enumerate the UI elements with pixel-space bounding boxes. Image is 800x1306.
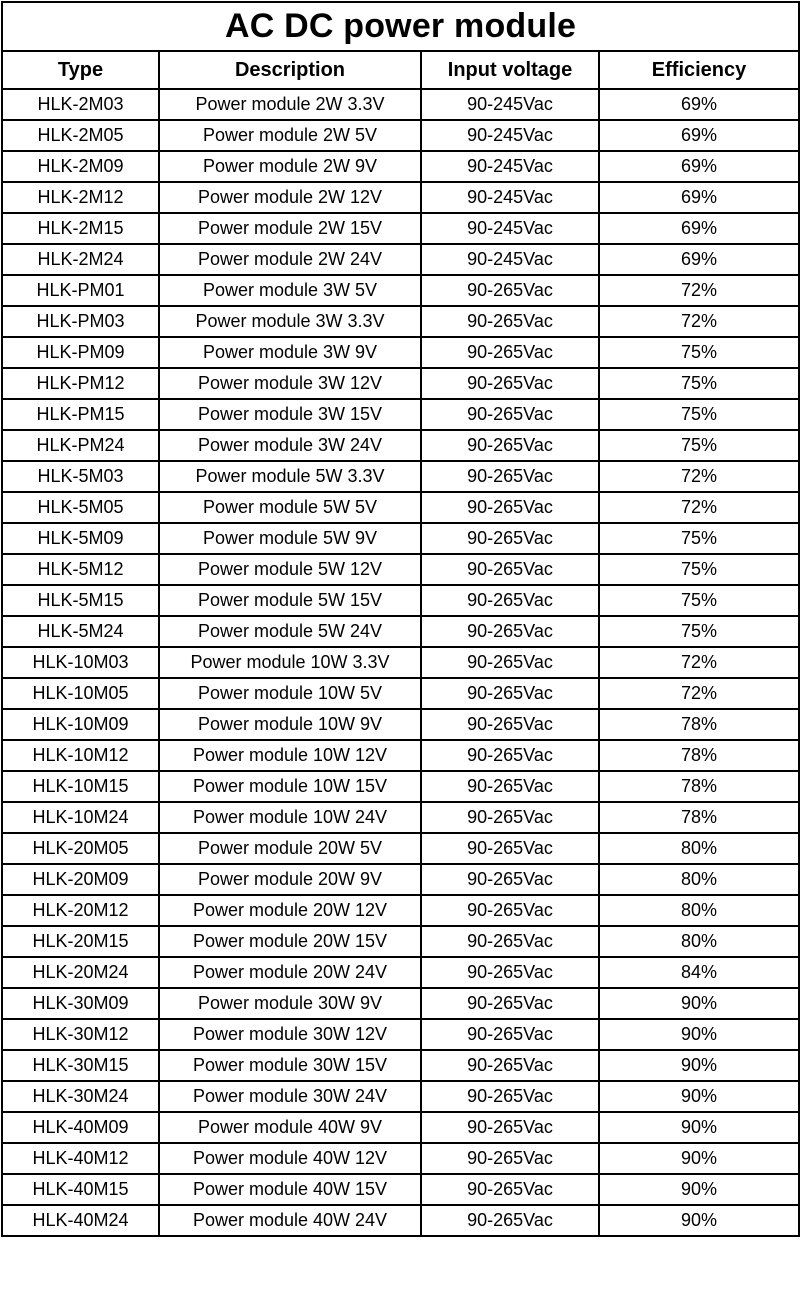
table-row — [2, 709, 799, 740]
cell-input-voltage: 90-265Vac — [421, 678, 599, 709]
cell-input-voltage: 90-245Vac — [421, 244, 599, 275]
cell-input-voltage: 90-265Vac — [421, 430, 599, 461]
cell-description: Power module 10W 12V — [159, 740, 421, 771]
table-row — [2, 306, 799, 337]
cell-efficiency: 90% — [599, 988, 799, 1019]
cell-description: Power module 20W 24V — [159, 957, 421, 988]
cell-description: Power module 40W 9V — [159, 1112, 421, 1143]
cell-input-voltage: 90-265Vac — [421, 1143, 599, 1174]
table-row — [2, 833, 799, 864]
cell-type: HLK-10M03 — [2, 647, 159, 678]
table-row — [2, 1205, 799, 1236]
cell-input-voltage: 90-265Vac — [421, 1174, 599, 1205]
cell-description: Power module 3W 3.3V — [159, 306, 421, 337]
cell-description: Power module 20W 9V — [159, 864, 421, 895]
cell-type: HLK-20M12 — [2, 895, 159, 926]
table-row — [2, 1050, 799, 1081]
cell-efficiency: 69% — [599, 213, 799, 244]
cell-input-voltage: 90-265Vac — [421, 616, 599, 647]
cell-type: HLK-30M24 — [2, 1081, 159, 1112]
cell-efficiency: 69% — [599, 120, 799, 151]
table-row — [2, 988, 799, 1019]
cell-type: HLK-PM09 — [2, 337, 159, 368]
cell-efficiency: 75% — [599, 585, 799, 616]
cell-input-voltage: 90-265Vac — [421, 740, 599, 771]
cell-description: Power module 30W 15V — [159, 1050, 421, 1081]
table-row — [2, 678, 799, 709]
column-header-input-voltage: Input voltage — [421, 51, 599, 89]
table-row — [2, 1081, 799, 1112]
cell-input-voltage: 90-265Vac — [421, 1019, 599, 1050]
cell-input-voltage: 90-265Vac — [421, 1112, 599, 1143]
cell-description: Power module 5W 15V — [159, 585, 421, 616]
cell-efficiency: 78% — [599, 802, 799, 833]
cell-description: Power module 5W 9V — [159, 523, 421, 554]
table-title: AC DC power module — [2, 2, 799, 51]
cell-efficiency: 90% — [599, 1019, 799, 1050]
cell-description: Power module 40W 24V — [159, 1205, 421, 1236]
cell-efficiency: 75% — [599, 616, 799, 647]
cell-description: Power module 5W 3.3V — [159, 461, 421, 492]
cell-type: HLK-2M09 — [2, 151, 159, 182]
cell-efficiency: 69% — [599, 89, 799, 120]
cell-efficiency: 78% — [599, 771, 799, 802]
title-row — [2, 2, 799, 51]
cell-input-voltage: 90-265Vac — [421, 709, 599, 740]
cell-input-voltage: 90-265Vac — [421, 368, 599, 399]
cell-input-voltage: 90-265Vac — [421, 585, 599, 616]
cell-type: HLK-5M12 — [2, 554, 159, 585]
table-row — [2, 120, 799, 151]
table-row — [2, 275, 799, 306]
cell-efficiency: 80% — [599, 833, 799, 864]
cell-input-voltage: 90-265Vac — [421, 337, 599, 368]
table-row — [2, 616, 799, 647]
cell-type: HLK-2M24 — [2, 244, 159, 275]
cell-type: HLK-10M15 — [2, 771, 159, 802]
cell-type: HLK-30M09 — [2, 988, 159, 1019]
cell-description: Power module 30W 9V — [159, 988, 421, 1019]
cell-description: Power module 2W 5V — [159, 120, 421, 151]
cell-efficiency: 75% — [599, 554, 799, 585]
table-row — [2, 802, 799, 833]
cell-description: Power module 2W 3.3V — [159, 89, 421, 120]
cell-input-voltage: 90-265Vac — [421, 833, 599, 864]
cell-description: Power module 10W 9V — [159, 709, 421, 740]
cell-description: Power module 3W 15V — [159, 399, 421, 430]
cell-type: HLK-10M12 — [2, 740, 159, 771]
cell-type: HLK-5M15 — [2, 585, 159, 616]
cell-description: Power module 20W 15V — [159, 926, 421, 957]
table-row — [2, 926, 799, 957]
cell-type: HLK-30M12 — [2, 1019, 159, 1050]
cell-type: HLK-40M09 — [2, 1112, 159, 1143]
cell-efficiency: 90% — [599, 1205, 799, 1236]
cell-description: Power module 3W 12V — [159, 368, 421, 399]
cell-efficiency: 78% — [599, 740, 799, 771]
cell-type: HLK-2M05 — [2, 120, 159, 151]
table-row — [2, 1143, 799, 1174]
cell-description: Power module 5W 24V — [159, 616, 421, 647]
cell-type: HLK-30M15 — [2, 1050, 159, 1081]
table-row — [2, 492, 799, 523]
table-row — [2, 182, 799, 213]
cell-efficiency: 69% — [599, 151, 799, 182]
cell-description: Power module 2W 15V — [159, 213, 421, 244]
cell-type: HLK-20M09 — [2, 864, 159, 895]
cell-type: HLK-5M24 — [2, 616, 159, 647]
cell-efficiency: 72% — [599, 306, 799, 337]
cell-input-voltage: 90-265Vac — [421, 988, 599, 1019]
cell-efficiency: 69% — [599, 244, 799, 275]
cell-type: HLK-2M12 — [2, 182, 159, 213]
cell-description: Power module 10W 24V — [159, 802, 421, 833]
cell-type: HLK-20M15 — [2, 926, 159, 957]
cell-efficiency: 75% — [599, 368, 799, 399]
cell-efficiency: 80% — [599, 895, 799, 926]
cell-input-voltage: 90-265Vac — [421, 554, 599, 585]
cell-input-voltage: 90-265Vac — [421, 399, 599, 430]
table-row — [2, 430, 799, 461]
table-row — [2, 957, 799, 988]
cell-description: Power module 5W 12V — [159, 554, 421, 585]
table-row — [2, 1112, 799, 1143]
cell-description: Power module 3W 5V — [159, 275, 421, 306]
cell-efficiency: 75% — [599, 523, 799, 554]
table-row — [2, 740, 799, 771]
cell-type: HLK-PM03 — [2, 306, 159, 337]
cell-type: HLK-20M24 — [2, 957, 159, 988]
cell-input-voltage: 90-245Vac — [421, 182, 599, 213]
cell-type: HLK-PM15 — [2, 399, 159, 430]
cell-type: HLK-PM24 — [2, 430, 159, 461]
cell-type: HLK-10M24 — [2, 802, 159, 833]
cell-input-voltage: 90-265Vac — [421, 492, 599, 523]
column-header-type: Type — [2, 51, 159, 89]
table-row — [2, 337, 799, 368]
table-row — [2, 647, 799, 678]
cell-description: Power module 10W 3.3V — [159, 647, 421, 678]
table-row — [2, 1174, 799, 1205]
cell-description: Power module 40W 15V — [159, 1174, 421, 1205]
cell-input-voltage: 90-265Vac — [421, 306, 599, 337]
cell-input-voltage: 90-265Vac — [421, 895, 599, 926]
cell-input-voltage: 90-265Vac — [421, 275, 599, 306]
cell-efficiency: 78% — [599, 709, 799, 740]
cell-description: Power module 30W 12V — [159, 1019, 421, 1050]
cell-type: HLK-PM12 — [2, 368, 159, 399]
cell-type: HLK-40M15 — [2, 1174, 159, 1205]
cell-description: Power module 3W 24V — [159, 430, 421, 461]
cell-efficiency: 90% — [599, 1143, 799, 1174]
cell-efficiency: 72% — [599, 275, 799, 306]
cell-description: Power module 3W 9V — [159, 337, 421, 368]
table-row — [2, 399, 799, 430]
cell-description: Power module 5W 5V — [159, 492, 421, 523]
cell-input-voltage: 90-245Vac — [421, 151, 599, 182]
power-module-table — [1, 1, 800, 1237]
cell-efficiency: 80% — [599, 864, 799, 895]
cell-type: HLK-5M05 — [2, 492, 159, 523]
cell-efficiency: 69% — [599, 182, 799, 213]
table-row — [2, 89, 799, 120]
column-header-efficiency: Efficiency — [599, 51, 799, 89]
cell-efficiency: 84% — [599, 957, 799, 988]
column-header-description: Description — [159, 51, 421, 89]
cell-input-voltage: 90-265Vac — [421, 864, 599, 895]
cell-description: Power module 2W 9V — [159, 151, 421, 182]
cell-type: HLK-PM01 — [2, 275, 159, 306]
cell-input-voltage: 90-265Vac — [421, 802, 599, 833]
table-row — [2, 213, 799, 244]
cell-description: Power module 2W 12V — [159, 182, 421, 213]
table-row — [2, 151, 799, 182]
cell-input-voltage: 90-265Vac — [421, 461, 599, 492]
cell-description: Power module 20W 12V — [159, 895, 421, 926]
cell-type: HLK-40M12 — [2, 1143, 159, 1174]
table-row — [2, 244, 799, 275]
cell-efficiency: 75% — [599, 430, 799, 461]
cell-efficiency: 75% — [599, 399, 799, 430]
cell-efficiency: 80% — [599, 926, 799, 957]
cell-description: Power module 40W 12V — [159, 1143, 421, 1174]
cell-efficiency: 72% — [599, 461, 799, 492]
cell-type: HLK-40M24 — [2, 1205, 159, 1236]
cell-input-voltage: 90-265Vac — [421, 1050, 599, 1081]
header-row — [2, 51, 799, 89]
table-row — [2, 895, 799, 926]
cell-type: HLK-5M09 — [2, 523, 159, 554]
cell-type: HLK-10M05 — [2, 678, 159, 709]
cell-description: Power module 10W 5V — [159, 678, 421, 709]
cell-type: HLK-2M03 — [2, 89, 159, 120]
cell-input-voltage: 90-265Vac — [421, 1205, 599, 1236]
cell-efficiency: 75% — [599, 337, 799, 368]
table-row — [2, 554, 799, 585]
cell-description: Power module 30W 24V — [159, 1081, 421, 1112]
cell-input-voltage: 90-265Vac — [421, 957, 599, 988]
table-row — [2, 864, 799, 895]
cell-efficiency: 72% — [599, 492, 799, 523]
cell-input-voltage: 90-265Vac — [421, 1081, 599, 1112]
cell-description: Power module 20W 5V — [159, 833, 421, 864]
cell-type: HLK-2M15 — [2, 213, 159, 244]
cell-input-voltage: 90-245Vac — [421, 213, 599, 244]
cell-type: HLK-20M05 — [2, 833, 159, 864]
table-body — [2, 89, 799, 1236]
table-row — [2, 461, 799, 492]
cell-efficiency: 90% — [599, 1050, 799, 1081]
cell-efficiency: 90% — [599, 1112, 799, 1143]
cell-description: Power module 2W 24V — [159, 244, 421, 275]
cell-input-voltage: 90-265Vac — [421, 771, 599, 802]
cell-efficiency: 72% — [599, 678, 799, 709]
cell-type: HLK-5M03 — [2, 461, 159, 492]
cell-input-voltage: 90-265Vac — [421, 523, 599, 554]
cell-input-voltage: 90-265Vac — [421, 647, 599, 678]
cell-type: HLK-10M09 — [2, 709, 159, 740]
table-row — [2, 523, 799, 554]
cell-description: Power module 10W 15V — [159, 771, 421, 802]
cell-input-voltage: 90-265Vac — [421, 926, 599, 957]
table-row — [2, 368, 799, 399]
cell-input-voltage: 90-245Vac — [421, 89, 599, 120]
table-row — [2, 1019, 799, 1050]
cell-efficiency: 72% — [599, 647, 799, 678]
table-row — [2, 585, 799, 616]
cell-efficiency: 90% — [599, 1081, 799, 1112]
table-row — [2, 771, 799, 802]
cell-input-voltage: 90-245Vac — [421, 120, 599, 151]
cell-efficiency: 90% — [599, 1174, 799, 1205]
